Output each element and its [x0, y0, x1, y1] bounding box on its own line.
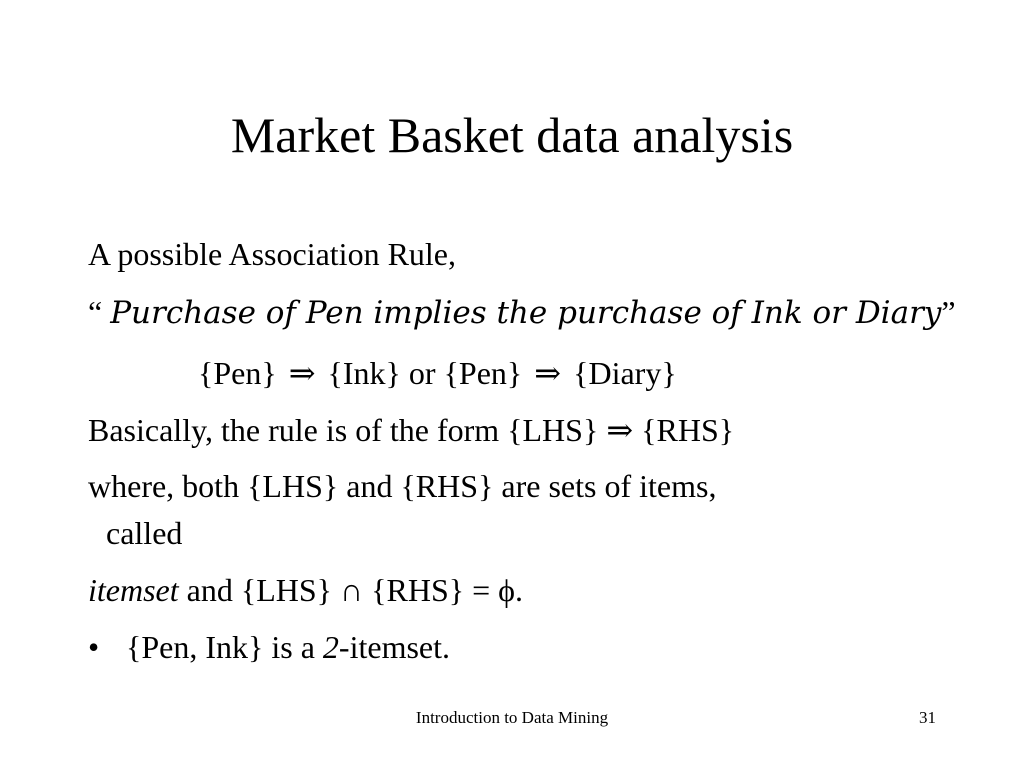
sets-line: where, both {LHS} and {RHS} are sets of items, — [88, 468, 717, 504]
bullet-text-after: -itemset. — [338, 629, 450, 665]
intro-line: A possible Association Rule, — [88, 236, 456, 272]
itemset-line — [88, 570, 523, 610]
formula-part-1: {Pen} — [198, 355, 277, 391]
implies-arrow-icon: ⇒ — [606, 412, 634, 448]
itemset-term: itemset — [88, 572, 179, 608]
quoted-rule-line — [88, 292, 956, 333]
rule-formula-line — [198, 353, 677, 393]
itemset-formula: and {LHS} ∩ {RHS} = ϕ. — [178, 572, 523, 608]
formula-part-3: {Diary} — [573, 355, 677, 391]
bullet-icon: • — [88, 629, 100, 665]
formula-part-2: {Ink} or {Pen} — [327, 355, 523, 391]
rule-form-line — [88, 410, 734, 450]
open-quote: “ — [88, 294, 111, 330]
bullet-item — [88, 627, 450, 667]
rule-form-text: Basically, the rule is of the form {LHS} — [88, 412, 607, 448]
called-line: called — [106, 515, 183, 551]
bullet-number: 2 — [322, 629, 339, 665]
slide-title: Market Basket data analysis — [230, 107, 794, 163]
rule-form-rhs: {RHS} — [633, 412, 735, 448]
close-quote: ” — [941, 294, 956, 330]
footer-title: Introduction to Data Mining — [415, 708, 609, 727]
rule-script-text: Purchase of Pen implies the purchase of Ink or Diary — [110, 295, 942, 331]
bullet-text-before: {Pen, Ink} is a — [126, 629, 323, 665]
implies-arrow-icon: ⇒ — [534, 355, 562, 391]
implies-arrow-icon: ⇒ — [288, 355, 316, 391]
page-number: 31 — [919, 708, 936, 727]
